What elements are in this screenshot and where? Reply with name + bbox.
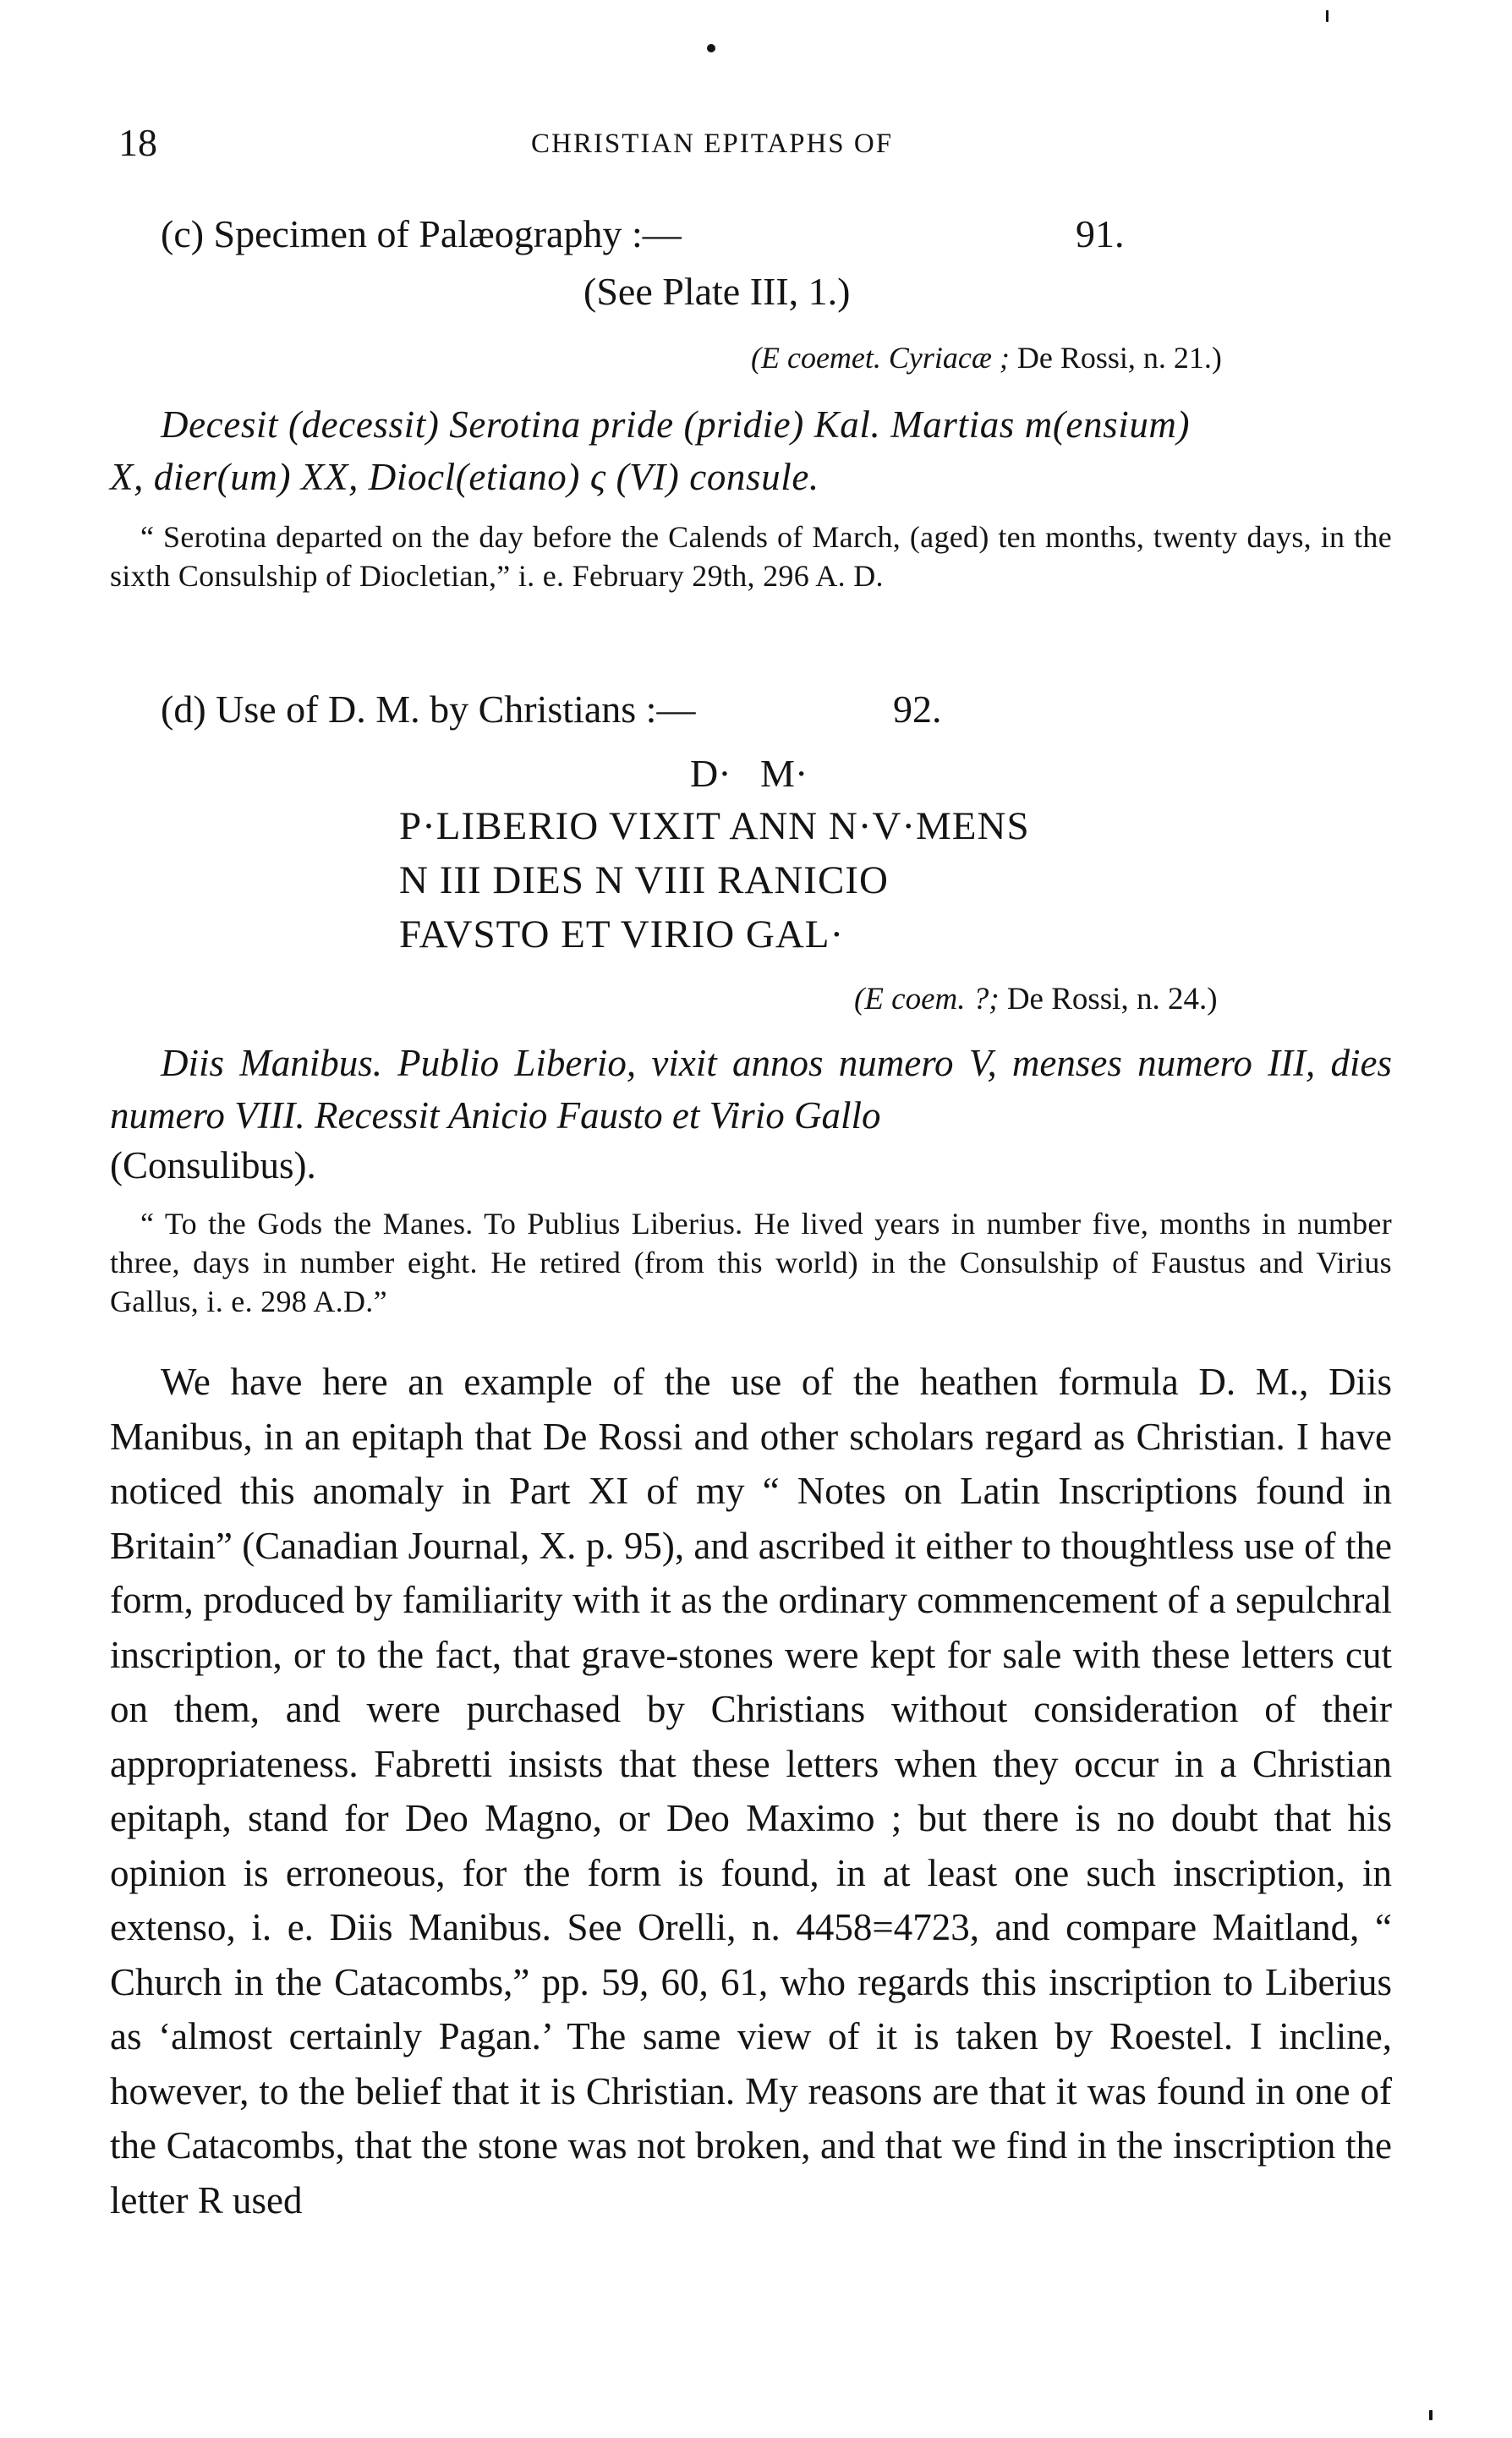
section-d-number: 92. bbox=[893, 688, 942, 731]
source-italic: (E coem. ?; bbox=[854, 982, 1000, 1016]
section-c-number: 91. bbox=[1076, 212, 1125, 255]
source-italic: (E coemet. Cyriacæ ; bbox=[751, 341, 1010, 375]
section-c-translation: “ Serotina departed on the day before the Calends of March, (aged) ten months, twenty days, in the sixth Consulship of Diocletian,” i. e. February 29th, 296 A. D. bbox=[110, 520, 1392, 593]
plate-reference: (See Plate III, 1.) bbox=[583, 270, 851, 313]
inscription-line-4: FAVSTO ET VIRIO GAL· bbox=[399, 912, 845, 956]
section-c-source bbox=[751, 340, 1222, 375]
scan-speck bbox=[1326, 10, 1328, 22]
inscription-line-1: D· M· bbox=[690, 752, 808, 795]
page-number: 18 bbox=[118, 121, 157, 164]
source-rest: De Rossi, n. 24.) bbox=[1006, 982, 1218, 1016]
source-rest: De Rossi, n. 21.) bbox=[1016, 341, 1222, 375]
scan-speck bbox=[707, 44, 715, 52]
latin-line-1: Decesit (decessit) Serotina pride (pridie) Kal. Martias m(ensium) bbox=[161, 403, 1191, 446]
section-d-latin: Diis Manibus. Publio Liberio, vixit annos numero V, menses numero III, dies numero VIII. Recessit Anicio Fausto et Virio Gallo bbox=[110, 1042, 1392, 1137]
scan-speck bbox=[1429, 2410, 1433, 2420]
running-title: CHRISTIAN EPITAPHS OF bbox=[531, 129, 894, 159]
section-d-heading: (d) Use of D. M. by Christians :— bbox=[161, 688, 696, 731]
section-d-latin-tail: (Consulibus). bbox=[110, 1144, 316, 1186]
latin-line-2: X, dier(um) XX, Diocl(etiano) ς (VI) consule. bbox=[110, 456, 819, 498]
inscription-line-3: N III DIES N VIII RANICIO bbox=[399, 858, 889, 902]
body-paragraph: We have here an example of the use of the heathen formula D. M., Diis Manibus, in an epitaph that De Rossi and other scholars regard as Christian. I have noticed this anomaly in Part XI of my “ Notes on Latin Inscriptions found in Britain” (Canadian Journal, X. p. 95), and ascribed it either to thoughtless use of the form, produced by familiarity with it as the ordinary commencement of a sepulchral inscription, or to the fact, that grave-stones were kept for sale with these letters cut on them, and were purchased by Christians without consideration of their appropriateness. Fabretti insists that these letters when they occur in a Christian epitaph, stand for Deo Magno, or Deo Maximo ; but there is no doubt that his opinion is erroneous, for the form is found, in at least one such inscription, in extenso, i. e. Diis Manibus. See Orelli, n. 4458=4723, and compare Maitland, “ Church in the Catacombs,” pp. 59, 60, 61, who regards this inscription to Liberius as ‘almost certainly Pagan.’ The same view of it is taken by Roestel. I incline, however, to the belief that it is Christian. My reasons are that it was found in one of the Catacombs, that the stone was not broken, and that we find in the inscription the letter R used bbox=[110, 1361, 1392, 2222]
section-c-heading: (c) Specimen of Palæography :— bbox=[161, 212, 682, 255]
section-d-source bbox=[854, 981, 1218, 1017]
inscription-line-2: P·LIBERIO VIXIT ANN N·V·MENS bbox=[399, 804, 1030, 848]
section-d-translation: “ To the Gods the Manes. To Publius Liberius. He lived years in number five, months in number three, days in number eight. He retired (from this world) in the Consulship of Faustus and Virius Gallus, i. e. 298 A.D.” bbox=[110, 1207, 1392, 1318]
